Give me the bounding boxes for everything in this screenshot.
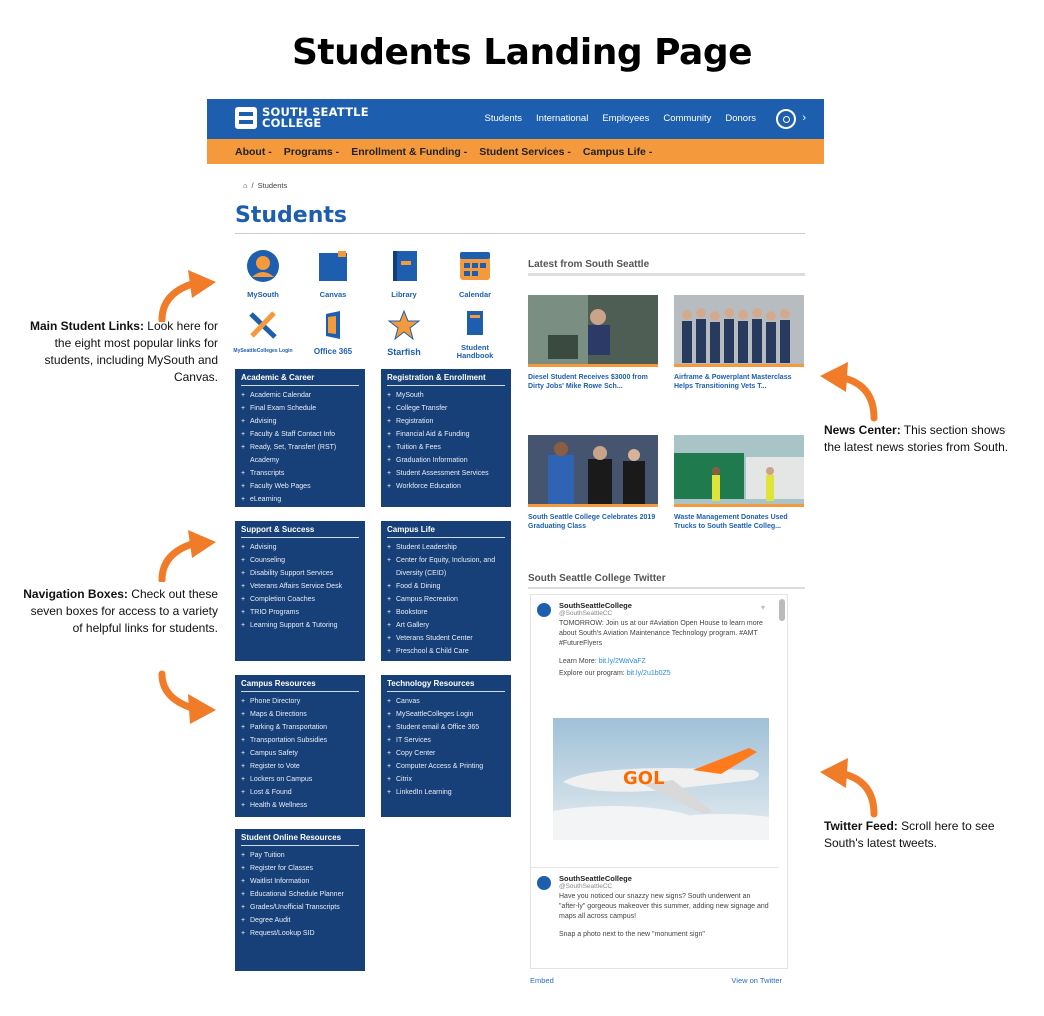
canvas-icon bbox=[316, 249, 350, 283]
news-photo-trucks[interactable] bbox=[674, 435, 804, 507]
nav-link[interactable]: + Request/Lookup SID bbox=[241, 927, 359, 940]
nav-link[interactable]: + Lost & Found bbox=[241, 786, 359, 799]
nav-link[interactable]: + Advising bbox=[241, 415, 359, 428]
search-icon[interactable] bbox=[776, 109, 796, 129]
view-on-twitter-link[interactable]: View on Twitter bbox=[731, 976, 782, 985]
avatar[interactable] bbox=[537, 876, 551, 890]
calendar-icon bbox=[458, 249, 492, 283]
tweet[interactable] bbox=[531, 867, 779, 946]
nav-link[interactable]: + Maps & Directions bbox=[241, 708, 359, 721]
navbox-campus-life bbox=[381, 521, 511, 661]
main-nav-bar bbox=[207, 139, 824, 164]
nav-link[interactable]: + Student Assessment Services bbox=[387, 467, 505, 480]
arrow-navigation-down-icon bbox=[150, 670, 220, 730]
tweet-text: Have you noticed our snazzy new signs? South underwent an "after-ly" gorgeous makeover this summer, adding new signage and maps all across campus! bbox=[559, 893, 769, 920]
nav-link[interactable]: + Completion Coaches bbox=[241, 593, 359, 606]
plane-livery-text: GOL bbox=[623, 768, 665, 789]
twitter-heading: South Seattle College Twitter bbox=[528, 573, 666, 584]
nav-link[interactable]: + Tuition & Fees bbox=[387, 441, 505, 454]
nav-link[interactable]: + Advising bbox=[241, 541, 359, 554]
nav-link[interactable]: + Counseling bbox=[241, 554, 359, 567]
nav-link[interactable]: + Phone Directory bbox=[241, 695, 359, 708]
nav-link[interactable]: + Faculty & Staff Contact Info bbox=[241, 428, 359, 441]
library-icon bbox=[387, 249, 421, 283]
college-logo[interactable] bbox=[235, 107, 369, 129]
arrow-news-center-icon bbox=[816, 356, 886, 422]
tweet-plane-photo[interactable] bbox=[553, 718, 769, 840]
tweet-author[interactable]: SouthSeattleCollege bbox=[559, 874, 632, 883]
tweet-author[interactable]: SouthSeattleCollege bbox=[559, 601, 632, 610]
nav-link[interactable]: + Workforce Education bbox=[387, 480, 505, 493]
nav-link[interactable]: + Center for Equity, Inclusion, and Diversity (CEID) bbox=[387, 554, 505, 580]
navbox-title: Academic & Career bbox=[241, 373, 359, 386]
logo-mark-icon bbox=[235, 107, 257, 129]
nav-link[interactable]: + Register to Vote bbox=[241, 760, 359, 773]
quick-link-starfish[interactable]: Starfish bbox=[374, 310, 434, 356]
breadcrumb bbox=[243, 181, 287, 190]
navbox-title: Student Online Resources bbox=[241, 833, 359, 846]
annotation-navigation-boxes: Navigation Boxes: Check out these seven boxes for access to a variety of helpful links for students. bbox=[23, 587, 218, 635]
twitter-divider bbox=[528, 587, 805, 589]
annotation-twitter-feed: Twitter Feed: Scroll here to see South's latest tweets. bbox=[824, 819, 995, 850]
nav-link[interactable]: + Pay Tuition bbox=[241, 849, 359, 862]
mysouth-icon bbox=[246, 249, 280, 283]
quick-link-mysouth[interactable]: MySouth bbox=[233, 249, 293, 299]
quick-link-myseattlecolleges[interactable]: MySeattleColleges Login bbox=[233, 310, 293, 354]
navbox-registration-enrollment bbox=[381, 369, 511, 507]
nav-link[interactable]: + Transcripts bbox=[241, 467, 359, 480]
quick-link-student-handbook[interactable]: Student Handbook bbox=[445, 310, 505, 360]
nav-link[interactable]: + Lockers on Campus bbox=[241, 773, 359, 786]
news-caption[interactable]: Airframe & Powerplant Masterclass Helps Transitioning Vets T... bbox=[674, 374, 792, 390]
navbox-title: Campus Resources bbox=[241, 679, 359, 692]
main-nav-programs[interactable]: Programs - bbox=[283, 146, 340, 158]
news-heading: Latest from South Seattle bbox=[528, 259, 650, 270]
news-card[interactable] bbox=[674, 435, 804, 531]
nav-link[interactable]: + eLearning bbox=[241, 493, 359, 506]
nav-link[interactable]: + Learning Support & Tutoring bbox=[241, 619, 359, 632]
navbox-title: Campus Life bbox=[387, 525, 505, 538]
logo-line-1: SOUTH SEATTLE bbox=[262, 105, 369, 119]
office365-icon bbox=[316, 310, 350, 340]
nav-link[interactable]: + College Transfer bbox=[387, 402, 505, 415]
main-nav-campus-life[interactable]: Campus Life - bbox=[582, 146, 653, 158]
myseattlecolleges-icon bbox=[246, 310, 280, 340]
embed-link[interactable]: Embed bbox=[530, 976, 554, 985]
annotation-main-links: Main Student Links: Look here for the eight most popular links for students, including MySouth and Canvas. bbox=[29, 319, 218, 384]
website-screenshot bbox=[207, 99, 824, 999]
tweet-explore: Explore our program: bbox=[559, 670, 625, 677]
twitter-feed[interactable] bbox=[530, 594, 788, 969]
nav-link[interactable]: + Degree Audit bbox=[241, 914, 359, 927]
nav-link[interactable]: + MySouth bbox=[387, 389, 505, 402]
nav-link[interactable]: + Health & Wellness bbox=[241, 799, 359, 812]
breadcrumb-separator: / bbox=[251, 181, 254, 190]
nav-link[interactable]: + Final Exam Schedule bbox=[241, 402, 359, 415]
news-caption[interactable]: Diesel Student Receives $3000 from Dirty Jobs' Mike Rowe Sch... bbox=[528, 374, 648, 390]
arrow-main-links-icon bbox=[150, 262, 220, 322]
navbox-title: Technology Resources bbox=[387, 679, 505, 692]
news-photo-airframe[interactable] bbox=[674, 295, 804, 367]
navbox-student-online-resources bbox=[235, 829, 365, 971]
quick-link-office365[interactable]: Office 365 bbox=[303, 310, 363, 356]
tweet-text: TOMORROW: Join us at our #Aviation Open House to learn more about South's Aviation Maintenance Technology program. #AMT #FutureFlyers bbox=[559, 620, 763, 647]
heading-divider bbox=[235, 233, 805, 234]
nav-link[interactable]: + Financial Aid & Funding bbox=[387, 428, 505, 441]
handbook-icon bbox=[458, 310, 492, 336]
news-card[interactable] bbox=[674, 295, 804, 391]
audience-nav bbox=[485, 113, 756, 124]
tweet[interactable] bbox=[531, 595, 779, 685]
news-photo-graduation[interactable] bbox=[528, 435, 658, 507]
starfish-icon bbox=[387, 310, 421, 340]
navbox-title: Support & Success bbox=[241, 525, 359, 538]
news-card[interactable] bbox=[528, 295, 658, 391]
nav-link[interactable]: + Student email & Office 365 bbox=[387, 721, 505, 734]
nav-link[interactable]: + Graduation Information bbox=[387, 454, 505, 467]
news-card[interactable] bbox=[528, 435, 658, 531]
nav-link[interactable]: + Faculty Web Pages bbox=[241, 480, 359, 493]
nav-link[interactable]: + Food & Dining bbox=[387, 580, 505, 593]
tweet-link[interactable]: bit.ly/2u1b0Z5 bbox=[626, 670, 671, 677]
news-photo-diesel[interactable] bbox=[528, 295, 658, 367]
students-heading: Students bbox=[235, 203, 347, 228]
nav-link[interactable]: + Art Gallery bbox=[387, 619, 505, 632]
nav-link[interactable]: + Bookstore bbox=[387, 606, 505, 619]
nav-link[interactable]: + Veterans Student Center bbox=[387, 632, 505, 645]
nav-link[interactable]: + Waitlist Information bbox=[241, 875, 359, 888]
top-nav-students[interactable]: Students bbox=[484, 113, 523, 124]
nav-link[interactable]: + Disability Support Services bbox=[241, 567, 359, 580]
nav-link[interactable]: + Campus Recreation bbox=[387, 593, 505, 606]
nav-link[interactable]: + IT Services bbox=[387, 734, 505, 747]
page-title: Students Landing Page bbox=[291, 32, 753, 73]
top-nav-donors[interactable]: Donors bbox=[725, 113, 756, 124]
avatar[interactable] bbox=[537, 603, 551, 617]
tweet-link[interactable]: bit.ly/2WaVaFZ bbox=[598, 658, 646, 665]
nav-link[interactable]: + Citrix bbox=[387, 773, 505, 786]
navbox-technology-resources bbox=[381, 675, 511, 817]
twitter-bird-icon[interactable]: ▾ bbox=[760, 603, 765, 612]
top-nav-international[interactable]: International bbox=[536, 113, 589, 124]
chevron-right-icon[interactable]: › bbox=[802, 112, 806, 124]
news-divider bbox=[528, 273, 805, 276]
top-header-bar bbox=[207, 99, 824, 139]
tweet-learn-more: Learn More: bbox=[559, 658, 597, 665]
navbox-title: Registration & Enrollment bbox=[387, 373, 505, 386]
breadcrumb-current: Students bbox=[257, 181, 288, 190]
navbox-support-success bbox=[235, 521, 365, 661]
nav-link[interactable]: + Preschool & Child Care bbox=[387, 645, 505, 658]
nav-link[interactable]: + Grades/Unofficial Transcripts bbox=[241, 901, 359, 914]
nav-link[interactable]: + Educational Schedule Planner bbox=[241, 888, 359, 901]
annotation-news-center: News Center: This section shows the latest news stories from South. bbox=[824, 423, 1009, 454]
nav-link[interactable]: + Academic Calendar bbox=[241, 389, 359, 402]
nav-link[interactable]: + Parking & Transportation bbox=[241, 721, 359, 734]
navbox-academic-career bbox=[235, 369, 365, 507]
tweet-text: Snap a photo next to the new "monument sign" bbox=[559, 931, 705, 938]
quick-link-canvas[interactable]: Canvas bbox=[303, 249, 363, 299]
news-caption[interactable]: Waste Management Donates Used Trucks to South Seattle Colleg... bbox=[674, 514, 788, 530]
nav-link[interactable]: + TRIO Programs bbox=[241, 606, 359, 619]
main-nav-student-services[interactable]: Student Services - bbox=[479, 146, 571, 158]
arrow-twitter-feed-icon bbox=[816, 752, 886, 818]
navbox-campus-resources bbox=[235, 675, 365, 817]
nav-link[interactable]: + Veterans Affairs Service Desk bbox=[241, 580, 359, 593]
twitter-footer bbox=[530, 976, 788, 985]
nav-link[interactable]: + Ready, Set, Transfer! (RST) Academy bbox=[241, 441, 359, 467]
nav-link[interactable]: + Transportation Subsidies bbox=[241, 734, 359, 747]
nav-link[interactable]: + Register for Classes bbox=[241, 862, 359, 875]
arrow-navigation-up-icon bbox=[150, 522, 220, 582]
tweet-handle[interactable]: @SouthSeattleCC bbox=[559, 610, 613, 617]
nav-link[interactable]: + Computer Access & Printing bbox=[387, 760, 505, 773]
news-caption[interactable]: South Seattle College Celebrates 2019 Graduating Class bbox=[528, 514, 656, 530]
top-nav-employees[interactable]: Employees bbox=[602, 113, 650, 124]
home-icon[interactable]: ⌂ bbox=[243, 181, 248, 190]
nav-link[interactable]: + Copy Center bbox=[387, 747, 505, 760]
top-nav-community[interactable]: Community bbox=[663, 113, 712, 124]
logo-line-2: COLLEGE bbox=[262, 116, 322, 130]
nav-link[interactable]: + Registration bbox=[387, 415, 505, 428]
nav-link[interactable]: + MySeattleColleges Login bbox=[387, 708, 505, 721]
nav-link[interactable]: + Campus Safety bbox=[241, 747, 359, 760]
nav-link[interactable]: + Canvas bbox=[387, 695, 505, 708]
main-nav-about[interactable]: About - bbox=[235, 146, 272, 158]
tweet-handle[interactable]: @SouthSeattleCC bbox=[559, 883, 613, 890]
nav-link[interactable]: + LinkedIn Learning bbox=[387, 786, 505, 799]
quick-link-library[interactable]: Library bbox=[374, 249, 434, 299]
quick-link-calendar[interactable]: Calendar bbox=[445, 249, 505, 299]
main-nav-enrollment[interactable]: Enrollment & Funding - bbox=[351, 146, 468, 158]
twitter-scrollbar[interactable] bbox=[779, 599, 785, 621]
nav-link[interactable]: + Student Leadership bbox=[387, 541, 505, 554]
